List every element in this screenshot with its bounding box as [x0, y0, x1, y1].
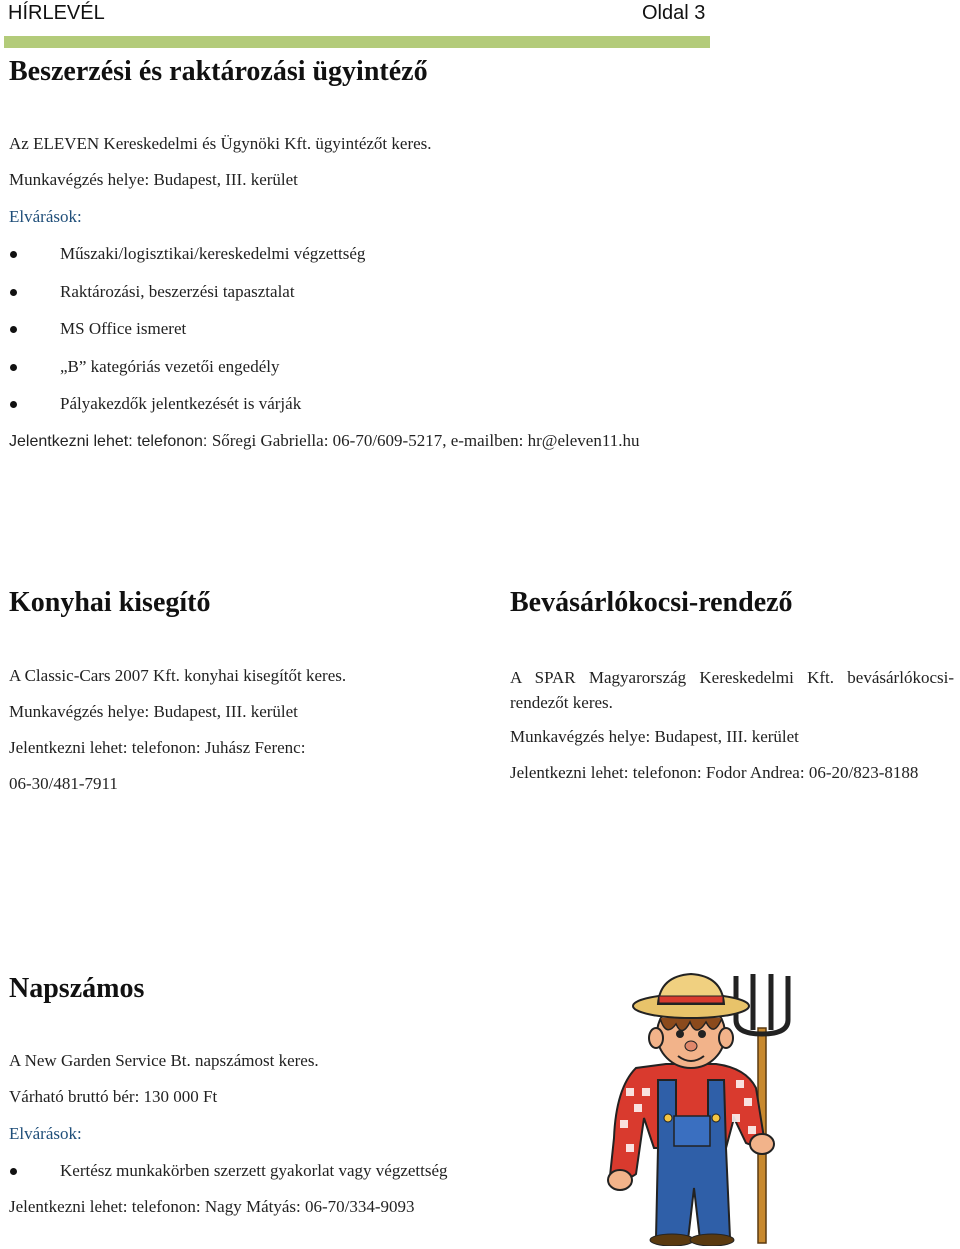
- job1-intro: Az ELEVEN Kereskedelmi és Ügynöki Kft. ügyintézőt keres.: [9, 134, 432, 153]
- contact-details: Sőregi Gabriella: 06-70/609-5217, e-mailben: hr@eleven11.hu: [211, 431, 640, 450]
- bullet-icon: [10, 401, 17, 408]
- bullet-icon: [10, 326, 17, 333]
- bullet-icon: [10, 1168, 17, 1175]
- bullet-icon: [10, 364, 17, 371]
- job1-location: Munkavégzés helye: Budapest, III. kerület: [9, 170, 298, 189]
- job4-salary: Várható bruttó bér: 130 000 Ft: [9, 1087, 218, 1106]
- header-divider: [4, 36, 710, 48]
- job2-title: Konyhai kisegítő: [9, 587, 211, 618]
- job1-requirements-label: Elvárások:: [9, 207, 82, 226]
- newsletter-label: HÍRLEVÉL: [8, 2, 105, 24]
- requirement-text: MS Office ismeret: [60, 319, 187, 338]
- contact-prefix: Jelentkezni lehet: telefonon:: [9, 433, 212, 450]
- job2-intro: A Classic-Cars 2007 Kft. konyhai kisegítőt keres.: [9, 666, 347, 685]
- list-item: [0, 281, 500, 303]
- job3-contact: Jelentkezni lehet: telefonon: Fodor Andrea: 06-20/823-8188: [510, 763, 919, 782]
- job4-contact: Jelentkezni lehet: telefonon: Nagy Mátyás: 06-70/334-9093: [9, 1197, 415, 1216]
- requirement-text: Kertész munkakörben szerzett gyakorlat vagy végzettség: [60, 1161, 448, 1180]
- list-item: [0, 318, 500, 340]
- bullet-icon: [10, 251, 17, 258]
- list-item: [0, 356, 500, 378]
- job2-contact: Jelentkezni lehet: telefonon: Juhász Ferenc:: [9, 738, 306, 757]
- requirement-text: Raktározási, beszerzési tapasztalat: [60, 282, 295, 301]
- requirement-text: Műszaki/logisztikai/kereskedelmi végzettség: [60, 244, 366, 263]
- job4-requirements-label: Elvárások:: [9, 1124, 82, 1143]
- job3-intro: A SPAR Magyarország Kereskedelmi Kft. bevásárlókocsi-rendezőt keres.: [510, 668, 954, 712]
- job3-location: Munkavégzés helye: Budapest, III. kerület: [510, 727, 799, 746]
- job1-contact: [9, 430, 639, 453]
- requirement-text: Pályakezdők jelentkezését is várják: [60, 394, 302, 413]
- job2-location: Munkavégzés helye: Budapest, III. kerület: [9, 702, 298, 721]
- farmer-illustration: [596, 968, 796, 1246]
- page-number: Oldal 3: [642, 2, 706, 24]
- job4-intro: A New Garden Service Bt. napszámost keres.: [9, 1051, 319, 1070]
- list-item: [0, 393, 500, 415]
- job1-title: Beszerzési és raktározási ügyintéző: [9, 56, 428, 87]
- bullet-icon: [10, 289, 17, 296]
- job2-phone: 06-30/481-7911: [9, 774, 118, 793]
- job3-title: Bevásárlókocsi-rendező: [510, 587, 793, 618]
- list-item: [0, 1160, 520, 1182]
- job4-title: Napszámos: [9, 973, 145, 1004]
- requirement-text: „B” kategóriás vezetői engedély: [60, 357, 280, 376]
- list-item: [0, 243, 500, 265]
